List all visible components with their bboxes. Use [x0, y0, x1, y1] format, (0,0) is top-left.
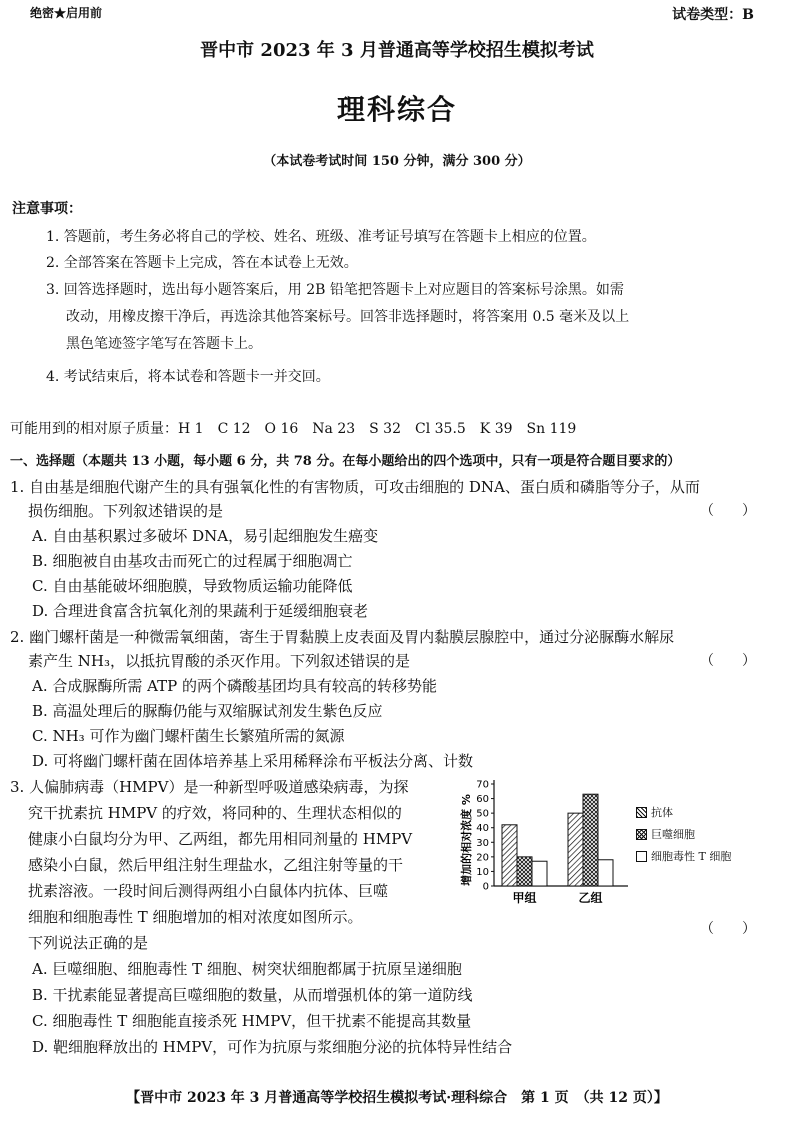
q3-stem: 扰素溶液。一段时间后测得两组小白鼠体内抗体、巨噬: [28, 882, 389, 900]
legend-swatch-plain: [636, 851, 647, 862]
q1-stem: 1. 自由基是细胞代谢产生的具有强氧化性的有害物质，可攻击细胞的 DNA、蛋白质和磷脂等分子，从而: [10, 478, 700, 496]
q1-stem: 损伤细胞。下列叙述错误的是: [28, 502, 224, 520]
q2-option-b: B. 高温处理后的脲酶仍能与双缩脲试剂发生紫色反应: [32, 702, 383, 720]
q3-stem: 究干扰素抗 HMPV 的疗效，将同种的、生理状态相似的: [28, 804, 402, 822]
q3-option-d: D. 靶细胞释放出的 HMPV，可作为抗原与浆细胞分泌的抗体特异性结合: [32, 1038, 513, 1056]
bar: [598, 860, 613, 886]
subject-title: 理科综合: [336, 93, 457, 126]
exam-time: （本试卷考试时间 150 分钟，满分 300 分）: [263, 154, 531, 169]
note-item: 3. 回答选择题时，选出每小题答案后，用 2B 铅笔把答题卡上对应题目的答案标号涂黑。如需: [46, 282, 624, 298]
y-tick-label: 30: [476, 837, 489, 849]
q2-stem: 素产生 NH₃，以抵抗胃酸的杀灭作用。下列叙述错误的是: [28, 652, 410, 670]
answer-paren: （ ）: [700, 921, 756, 937]
q1-option-b: B. 细胞被自由基攻击而死亡的过程属于细胞凋亡: [32, 552, 353, 570]
legend-swatch-hatch: [636, 807, 647, 818]
legend-swatch-cross: [636, 829, 647, 840]
y-tick-label: 60: [476, 794, 489, 806]
legend-macrophage: 巨噬细胞: [636, 826, 695, 842]
q2-option-a: A. 合成脲酶所需 ATP 的两个磷酸基团均具有较高的转移势能: [32, 677, 438, 695]
x-tick-label: 甲组: [512, 891, 537, 905]
note-item: 1. 答题前，考生务必将自己的学校、姓名、班级、准考证号填写在答题卡上相应的位置。: [46, 229, 596, 245]
y-axis-label: 增加的相对浓度 %: [460, 794, 473, 886]
y-tick-label: 20: [476, 852, 489, 864]
bar-chart: [458, 770, 758, 910]
bar: [532, 861, 547, 886]
q3-stem: 细胞和细胞毒性 T 细胞增加的相对浓度如图所示。: [28, 908, 363, 926]
paper-type: 试卷类型：B: [672, 7, 754, 23]
q2-stem: 2. 幽门螺杆菌是一种微需氧细菌，寄生于胃黏膜上皮表面及胃内黏膜层腺腔中，通过分泌脲酶水解尿: [10, 628, 675, 646]
q3-option-a: A. 巨噬细胞、细胞毒性 T 细胞、树突状细胞都属于抗原呈递细胞: [32, 960, 462, 978]
q3-chart: [458, 770, 758, 910]
legend-antibody: 抗体: [636, 804, 673, 820]
x-tick-label: 乙组: [578, 891, 603, 905]
q1-option-d: D. 合理进食富含抗氧化剂的果蔬利于延缓细胞衰老: [32, 602, 369, 620]
legend-t-cell: 细胞毒性 T 细胞: [636, 848, 731, 864]
q3-stem: 下列说法正确的是: [28, 934, 149, 952]
note-item: 4. 考试结束后，将本试卷和答题卡一并交回。: [46, 369, 330, 385]
q2-option-c: C. NH₃ 可作为幽门螺杆菌生长繁殖所需的氮源: [32, 727, 345, 745]
q3-stem: 3. 人偏肺病毒（HMPV）是一种新型呼吸道感染病毒，为探: [10, 778, 409, 796]
bar: [502, 825, 517, 886]
q1-option-c: C. 自由基能破坏细胞膜，导致物质运输功能降低: [32, 577, 353, 595]
y-tick-label: 40: [476, 823, 489, 835]
page-footer: 【晋中市 2023 年 3 月普通高等学校招生模拟考试·理科综合 第 1 页 （共 12 页）】: [126, 1090, 668, 1106]
note-item: 黑色笔迹签字笔写在答题卡上。: [66, 336, 262, 352]
answer-paren: （ ）: [700, 653, 756, 669]
y-tick-label: 70: [476, 779, 489, 791]
answer-paren: （ ）: [700, 503, 756, 519]
note-item: 2. 全部答案在答题卡上完成，答在本试卷上无效。: [46, 255, 358, 271]
notes-heading: 注意事项：: [12, 201, 82, 217]
atomic-masses: 可能用到的相对原子质量：H 1 C 12 O 16 Na 23 S 32 Cl 35.5 K 39 Sn 119: [10, 421, 577, 437]
q2-option-d: D. 可将幽门螺杆菌在固体培养基上采用稀释涂布平板法分离、计数: [32, 752, 474, 770]
q3-option-c: C. 细胞毒性 T 细胞能直接杀死 HMPV，但干扰素不能提高其数量: [32, 1012, 472, 1030]
bar: [583, 794, 598, 886]
y-tick-label: 10: [476, 866, 489, 878]
bar: [517, 857, 532, 886]
note-item: 改动，用橡皮擦干净后，再选涂其他答案标号。回答非选择题时，将答案用 0.5 毫米及以上: [66, 309, 630, 325]
bar: [568, 813, 583, 886]
q3-stem: 健康小白鼠均分为甲、乙两组，都先用相同剂量的 HMPV: [28, 830, 413, 848]
q1-option-a: A. 自由基积累过多破坏 DNA，易引起细胞发生癌变: [32, 527, 379, 545]
q3-stem: 感染小白鼠，然后甲组注射生理盐水，乙组注射等量的干: [28, 856, 404, 874]
q3-option-b: B. 干扰素能显著提高巨噬细胞的数量，从而增强机体的第一道防线: [32, 986, 473, 1004]
exam-title: 晋中市 2023 年 3 月普通高等学校招生模拟考试: [200, 40, 594, 61]
y-tick-label: 0: [482, 881, 489, 893]
y-tick-label: 50: [476, 808, 489, 820]
section-heading: 一、选择题（本题共 13 小题，每小题 6 分，共 78 分。在每小题给出的四个选项中，只有一项是符合题目要求的）: [10, 454, 681, 469]
secret-label: 绝密★启用前: [30, 6, 103, 20]
